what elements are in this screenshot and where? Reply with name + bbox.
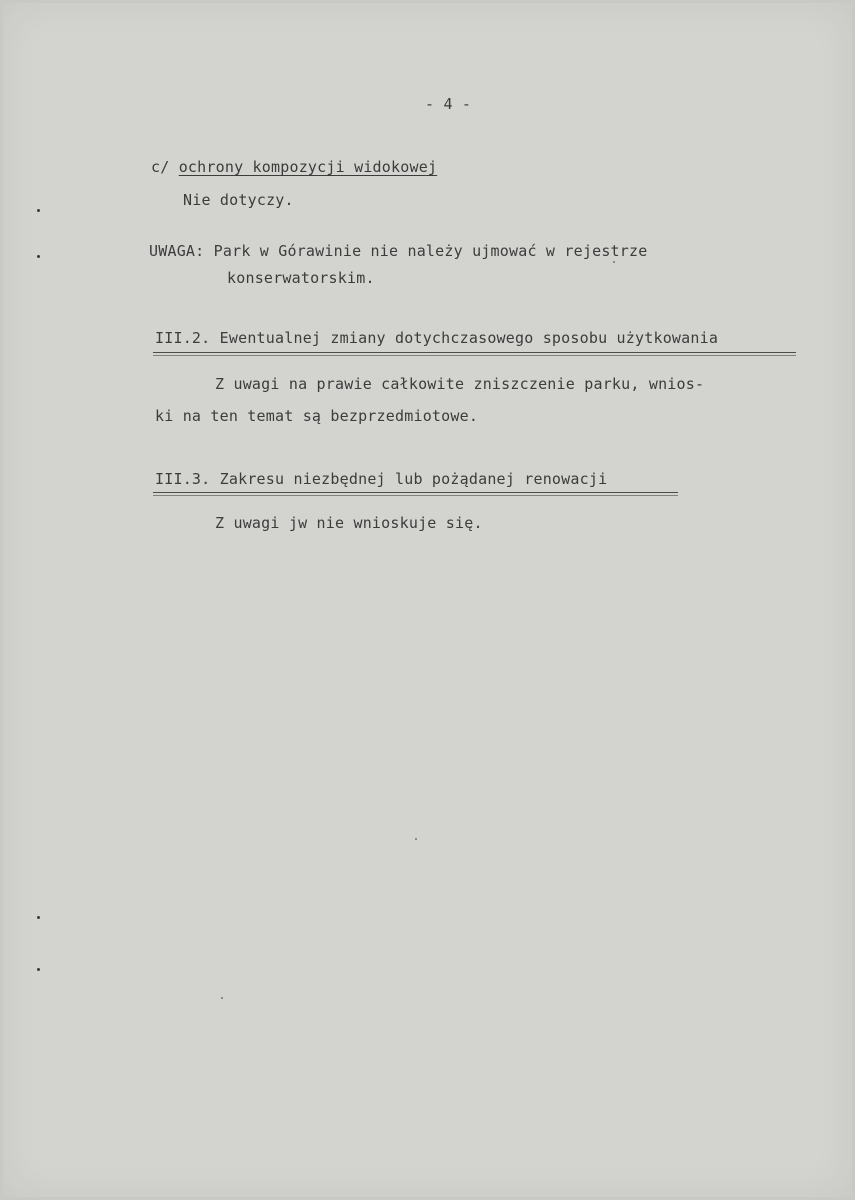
note-line-2: konserwatorskim.	[227, 269, 375, 287]
page-number: - 4 -	[425, 95, 472, 113]
note-text-1: Park w Górawinie nie należy ujmować w rejestrze	[213, 242, 648, 260]
section-3-3-underline-2	[153, 495, 678, 496]
section-3-2-body-line-2: ki na ten temat są bezprzedmiotowe.	[155, 407, 479, 425]
section-c-body: Nie dotyczy.	[183, 191, 294, 209]
paper-speck	[613, 261, 615, 263]
binder-mark	[37, 916, 40, 919]
binder-mark	[37, 968, 40, 971]
section-3-2-heading	[155, 329, 718, 347]
section-3-2-number: III.2.	[155, 329, 211, 347]
document-page	[3, 3, 852, 1197]
section-3-3-underline	[153, 492, 678, 493]
section-3-2-underline	[153, 352, 796, 353]
section-3-3-body: Z uwagi jw nie wnioskuje się.	[215, 514, 483, 532]
section-3-2-underline-2	[153, 355, 796, 356]
paper-speck	[415, 838, 417, 840]
binder-mark	[37, 209, 40, 212]
section-3-3-title: Zakresu niezbędnej lub pożądanej renowacji	[219, 470, 608, 488]
paper-speck	[221, 997, 223, 999]
section-c-prefix: c/	[151, 158, 170, 176]
section-c-title: ochrony kompozycji widokowej	[178, 158, 438, 176]
note-label: UWAGA:	[149, 242, 205, 260]
section-c-heading	[151, 158, 437, 176]
note-line-1	[149, 242, 647, 260]
section-3-2-body-line-1: Z uwagi na prawie całkowite zniszczenie parku, wnios-	[215, 375, 705, 393]
section-3-3-heading	[155, 470, 607, 488]
section-3-2-title: Ewentualnej zmiany dotychczasowego sposobu użytkowania	[219, 329, 719, 347]
section-3-3-number: III.3.	[155, 470, 211, 488]
binder-mark	[37, 255, 40, 258]
